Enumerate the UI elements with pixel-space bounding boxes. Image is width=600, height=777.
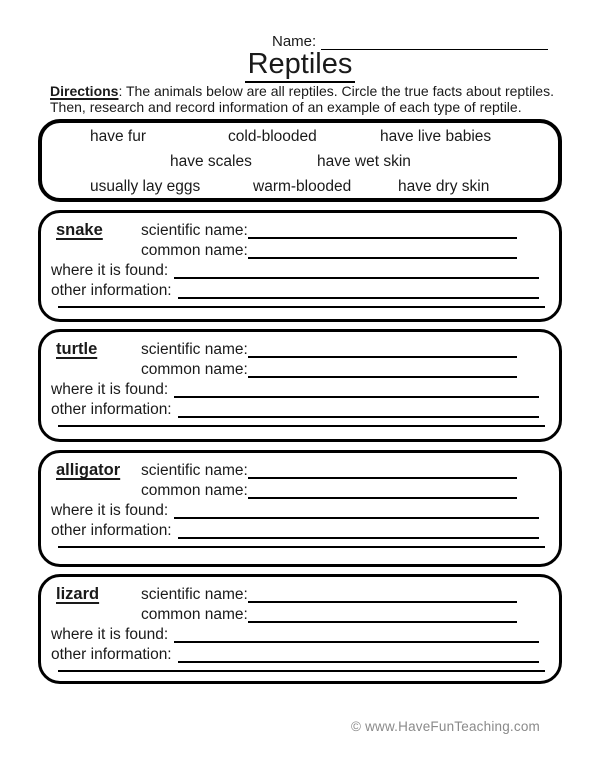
other-info-label: other information: <box>51 522 172 539</box>
field-row-extra <box>41 540 559 549</box>
other-info-line[interactable] <box>178 416 539 418</box>
field-row-extra <box>41 419 559 428</box>
field-row-other <box>41 399 559 419</box>
common-name-label: common name: <box>141 482 248 499</box>
scientific-name-line[interactable] <box>248 601 517 603</box>
scientific-name-label: scientific name: <box>141 222 248 239</box>
directions-line-1 <box>50 84 562 100</box>
where-found-line[interactable] <box>174 641 539 643</box>
field-row-extra <box>41 300 559 309</box>
scientific-name-line[interactable] <box>248 237 517 239</box>
field-row-other <box>41 644 559 664</box>
field-row-scientific <box>41 460 559 480</box>
animal-name-cell <box>41 221 141 240</box>
page-title <box>0 50 600 83</box>
animal-name-cell <box>41 585 141 604</box>
animal-name: alligator <box>56 461 121 479</box>
animal-name: snake <box>56 221 103 239</box>
animal-name: turtle <box>56 340 98 358</box>
scientific-name-label: scientific name: <box>141 586 248 603</box>
animal-name-cell <box>41 340 141 359</box>
field-row-common <box>41 604 559 624</box>
common-name-label: common name: <box>141 606 248 623</box>
extra-line[interactable] <box>58 546 545 548</box>
animal-name: lizard <box>56 585 100 603</box>
other-info-label: other information: <box>51 282 172 299</box>
other-info-line[interactable] <box>178 297 539 299</box>
field-row-found <box>41 379 559 399</box>
animal-name-cell <box>41 461 141 480</box>
animal-section-lizard <box>38 574 562 684</box>
field-row-common <box>41 240 559 260</box>
page-title-text: Reptiles <box>245 50 356 83</box>
animal-section-snake <box>38 210 562 322</box>
fact-option[interactable]: have fur <box>90 128 147 145</box>
common-name-line[interactable] <box>248 257 517 259</box>
name-field-label: Name: <box>272 33 317 50</box>
extra-line[interactable] <box>58 670 545 672</box>
fact-option[interactable]: have dry skin <box>398 178 490 195</box>
field-row-other <box>41 280 559 300</box>
field-row-found <box>41 500 559 520</box>
fact-option[interactable]: have live babies <box>380 128 492 145</box>
other-info-line[interactable] <box>178 537 539 539</box>
scientific-name-label: scientific name: <box>141 341 248 358</box>
directions-text-1: : The animals below are all reptiles. Circle the true facts about reptiles. <box>118 83 554 99</box>
copyright-credit: © www.HaveFunTeaching.com <box>350 719 540 734</box>
where-found-line[interactable] <box>174 277 539 279</box>
fact-option[interactable]: warm-blooded <box>253 178 352 195</box>
extra-line[interactable] <box>58 306 545 308</box>
scientific-name-line[interactable] <box>248 477 517 479</box>
common-name-label: common name: <box>141 242 248 259</box>
field-row-extra <box>41 664 559 673</box>
where-found-label: where it is found: <box>51 502 169 519</box>
scientific-name-line[interactable] <box>248 356 517 358</box>
where-found-line[interactable] <box>174 517 539 519</box>
scientific-name-label: scientific name: <box>141 462 248 479</box>
common-name-line[interactable] <box>248 621 517 623</box>
field-row-scientific <box>41 339 559 359</box>
other-info-line[interactable] <box>178 661 539 663</box>
field-row-common <box>41 359 559 379</box>
fact-option[interactable]: cold-blooded <box>228 128 317 145</box>
directions <box>50 84 562 115</box>
common-name-line[interactable] <box>248 376 517 378</box>
field-row-found <box>41 260 559 280</box>
common-name-line[interactable] <box>248 497 517 499</box>
animal-section-alligator <box>38 450 562 567</box>
extra-line[interactable] <box>58 425 545 427</box>
fact-option[interactable]: have wet skin <box>317 153 411 170</box>
where-found-label: where it is found: <box>51 626 169 643</box>
field-row-scientific <box>41 584 559 604</box>
where-found-label: where it is found: <box>51 262 169 279</box>
animal-section-turtle <box>38 329 562 442</box>
field-row-scientific <box>41 220 559 240</box>
directions-text-2: Then, research and record information of an example of each type of reptile. <box>50 98 522 115</box>
fact-option[interactable]: have scales <box>170 153 252 170</box>
directions-label: Directions <box>50 83 119 99</box>
field-row-found <box>41 624 559 644</box>
facts-box <box>38 119 562 202</box>
where-found-line[interactable] <box>174 396 539 398</box>
other-info-label: other information: <box>51 401 172 418</box>
where-found-label: where it is found: <box>51 381 169 398</box>
common-name-label: common name: <box>141 361 248 378</box>
other-info-label: other information: <box>51 646 172 663</box>
fact-option[interactable]: usually lay eggs <box>90 178 201 195</box>
field-row-other <box>41 520 559 540</box>
field-row-common <box>41 480 559 500</box>
